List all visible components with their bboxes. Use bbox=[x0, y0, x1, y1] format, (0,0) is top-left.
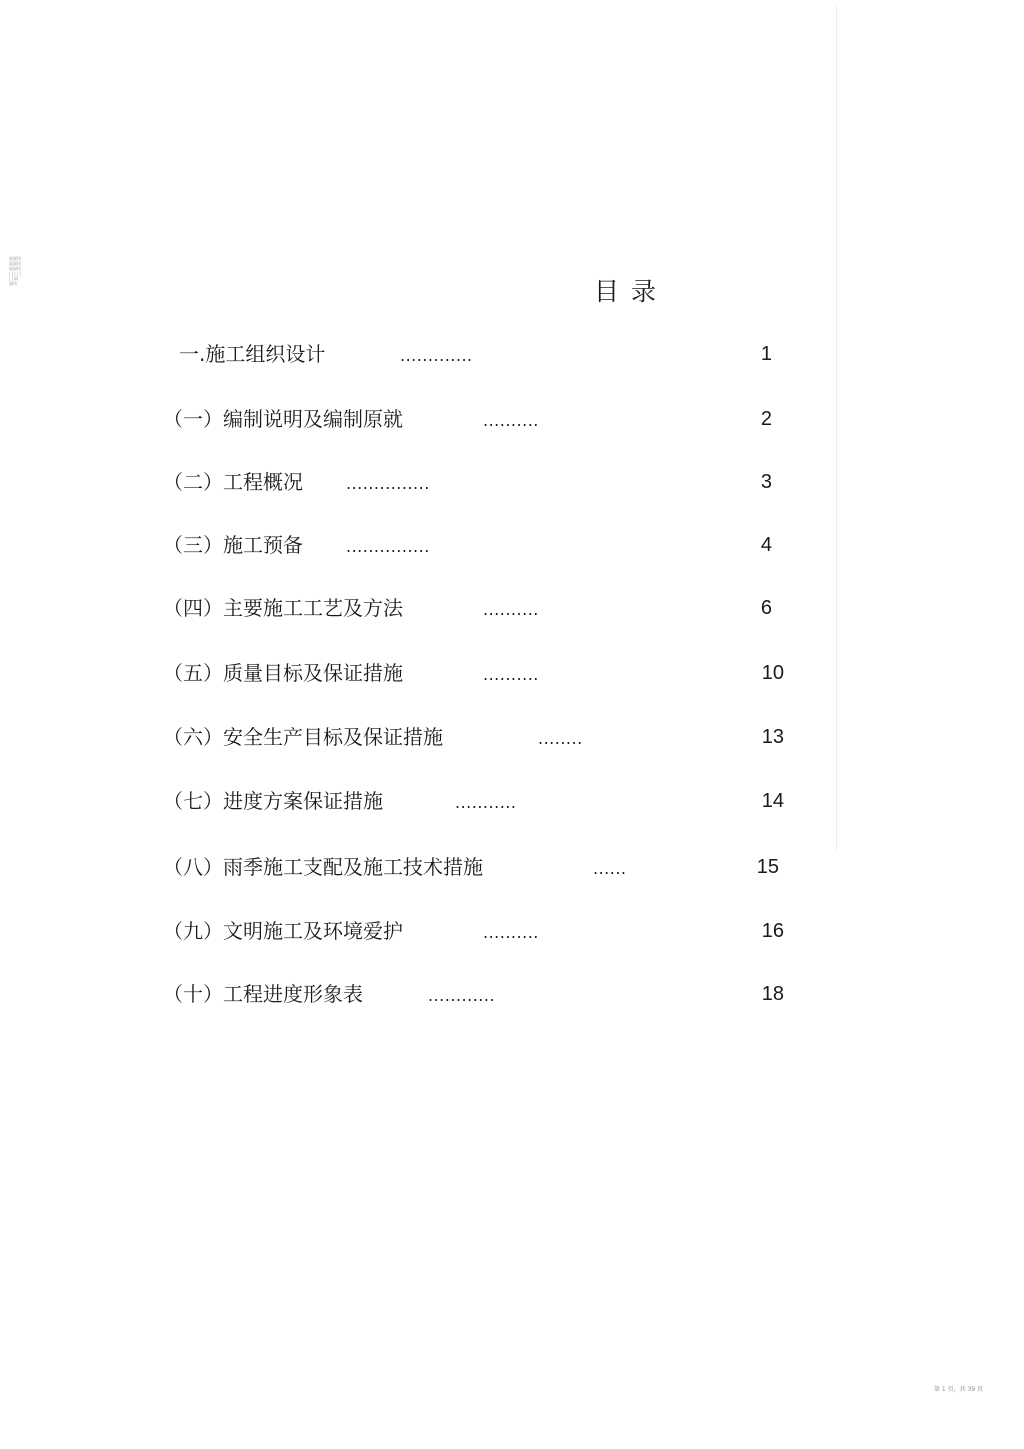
toc-entry-leader: ........ bbox=[538, 729, 583, 748]
toc-entry-label: 一.施工组织设计 bbox=[179, 342, 326, 366]
toc-entry-page: 3 bbox=[760, 471, 772, 493]
toc-entry-label: （四）主要施工工艺及方法 bbox=[163, 596, 403, 620]
toc-entry-label: （三）施工预备 bbox=[163, 533, 303, 557]
toc-title: 目录 bbox=[594, 277, 669, 306]
toc-entry-label: （六）安全生产目标及保证措施 bbox=[163, 725, 443, 749]
page-number-footer: 第 1 页，共 39 页 bbox=[934, 1386, 984, 1393]
toc-entry-leader: ............... bbox=[346, 537, 430, 556]
toc-entry[interactable] bbox=[0, 468, 1024, 508]
toc-entry-page: 18 bbox=[761, 983, 784, 1005]
binding-margin-marks: 隔题线隔隔线隔隔线 | | | | | | | 隔题线 bbox=[9, 256, 21, 286]
toc-entry-leader: ...... bbox=[593, 859, 627, 878]
toc-entry-label: （七）进度方案保证措施 bbox=[163, 789, 383, 813]
toc-entry-page: 4 bbox=[760, 534, 772, 556]
toc-entry-page: 15 bbox=[756, 856, 779, 878]
toc-entry-page: 16 bbox=[761, 920, 784, 942]
toc-entry-leader: ............... bbox=[346, 474, 430, 493]
toc-entry-page: 13 bbox=[761, 726, 784, 748]
toc-entry[interactable] bbox=[0, 531, 1024, 571]
toc-entry[interactable] bbox=[0, 853, 1024, 893]
toc-entry[interactable] bbox=[0, 723, 1024, 763]
toc-entry-page: 2 bbox=[760, 408, 772, 430]
toc-entry-leader: .......... bbox=[483, 411, 539, 430]
toc-entry[interactable] bbox=[0, 980, 1024, 1020]
toc-entry-page: 1 bbox=[760, 343, 772, 365]
toc-entry-label: （九）文明施工及环境爱护 bbox=[163, 919, 403, 943]
toc-entry-label: （一）编制说明及编制原就 bbox=[163, 407, 403, 431]
toc-entry-leader: .......... bbox=[483, 665, 539, 684]
toc-entry[interactable] bbox=[0, 405, 1024, 445]
toc-entry[interactable] bbox=[0, 659, 1024, 699]
toc-entry-leader: .......... bbox=[483, 923, 539, 942]
toc-entry-page: 6 bbox=[760, 597, 772, 619]
toc-entry-page: 10 bbox=[761, 662, 784, 684]
toc-entry-label: （八）雨季施工支配及施工技术措施 bbox=[163, 855, 483, 879]
toc-entry-label: （五）质量目标及保证措施 bbox=[163, 661, 403, 685]
toc-entry[interactable] bbox=[0, 594, 1024, 634]
toc-entry-label: （二）工程概况 bbox=[163, 470, 303, 494]
toc-entry[interactable] bbox=[0, 340, 1024, 380]
toc-entry-label: （十）工程进度形象表 bbox=[163, 982, 363, 1006]
toc-entry-leader: ............. bbox=[400, 346, 473, 365]
toc-entry[interactable] bbox=[0, 787, 1024, 827]
toc-entry-page: 14 bbox=[761, 790, 784, 812]
toc-entry[interactable] bbox=[0, 917, 1024, 957]
toc-entry-leader: .......... bbox=[483, 600, 539, 619]
toc-entry-leader: ............ bbox=[428, 986, 496, 1005]
toc-entry-leader: ........... bbox=[455, 793, 517, 812]
